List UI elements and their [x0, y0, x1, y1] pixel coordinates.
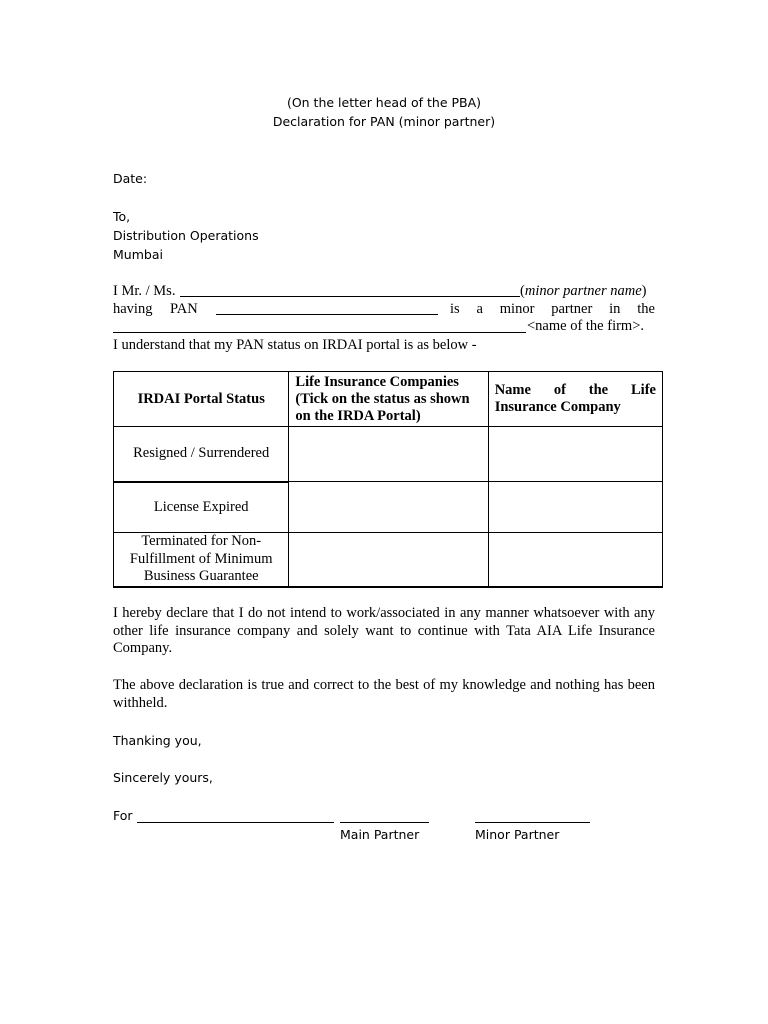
pan-blank [216, 314, 438, 315]
status-license-expired: License Expired [114, 482, 289, 533]
address-line-2: Mumbai [113, 247, 163, 262]
minor-partner-name-blank [180, 296, 520, 297]
companies-tick-cell[interactable] [289, 533, 488, 587]
having-label: having [113, 301, 153, 317]
declaration-paragraph-2: The above declaration is true and correct to the best of my knowledge and nothing has been withheld. [113, 677, 655, 711]
pan-label: PAN [170, 301, 198, 317]
companies-tick-cell[interactable] [289, 427, 488, 482]
header-life-insurance-companies: Life Insurance Companies (Tick on the status as shown on the IRDA Portal) [289, 372, 488, 427]
thanking-you: Thanking you, [113, 733, 202, 748]
firm-name-blank [113, 332, 526, 333]
status-resigned-surrendered: Resigned / Surrendered [114, 427, 289, 482]
header-name-of-company: Name of the Life Insurance Company [488, 372, 662, 427]
table-row [114, 427, 663, 482]
minor-partner-name-hint: (minor partner name) [520, 283, 647, 299]
companies-tick-cell[interactable] [289, 482, 488, 533]
main-partner-signature-line [340, 822, 429, 823]
date-label: Date: [113, 171, 148, 186]
company-name-cell[interactable] [488, 427, 662, 482]
address-line-1: Distribution Operations [113, 228, 259, 243]
page-title: Declaration for PAN (minor partner) [272, 114, 496, 129]
status-terminated: Terminated for Non- Fulfillment of Minimum Business Guarantee [114, 533, 289, 587]
for-label: For [113, 808, 133, 823]
header-irdai-portal-status: IRDAI Portal Status [114, 372, 289, 427]
firm-signature-blank [137, 822, 334, 823]
minor-partner-signature-line [475, 822, 590, 823]
letterhead-note: (On the letter head of the PBA) [286, 95, 482, 110]
table-header-row [114, 372, 663, 427]
irdai-status-table [113, 371, 663, 588]
minor-partner-phrase: is a minor partner in the [450, 301, 655, 317]
pan-status-statement: I understand that my PAN status on IRDAI portal is as below - [113, 337, 477, 353]
company-name-cell[interactable] [488, 533, 662, 587]
table-row [114, 482, 663, 533]
main-partner-label: Main Partner [340, 827, 420, 842]
declaration-paragraph-1: I hereby declare that I do not intend to work/associated in any manner whatsoever with any other life insurance company and solely want to continue with Tata AIA Life Insurance Company. [113, 605, 655, 656]
minor-partner-label: Minor Partner [475, 827, 560, 842]
firm-name-hint: <name of the firm>. [527, 318, 645, 334]
mr-ms-label: I Mr. / Ms. [113, 283, 176, 299]
table-row [114, 533, 663, 587]
sincerely-yours: Sincerely yours, [113, 770, 213, 785]
address-to: To, [113, 209, 131, 224]
company-name-cell[interactable] [488, 482, 662, 533]
